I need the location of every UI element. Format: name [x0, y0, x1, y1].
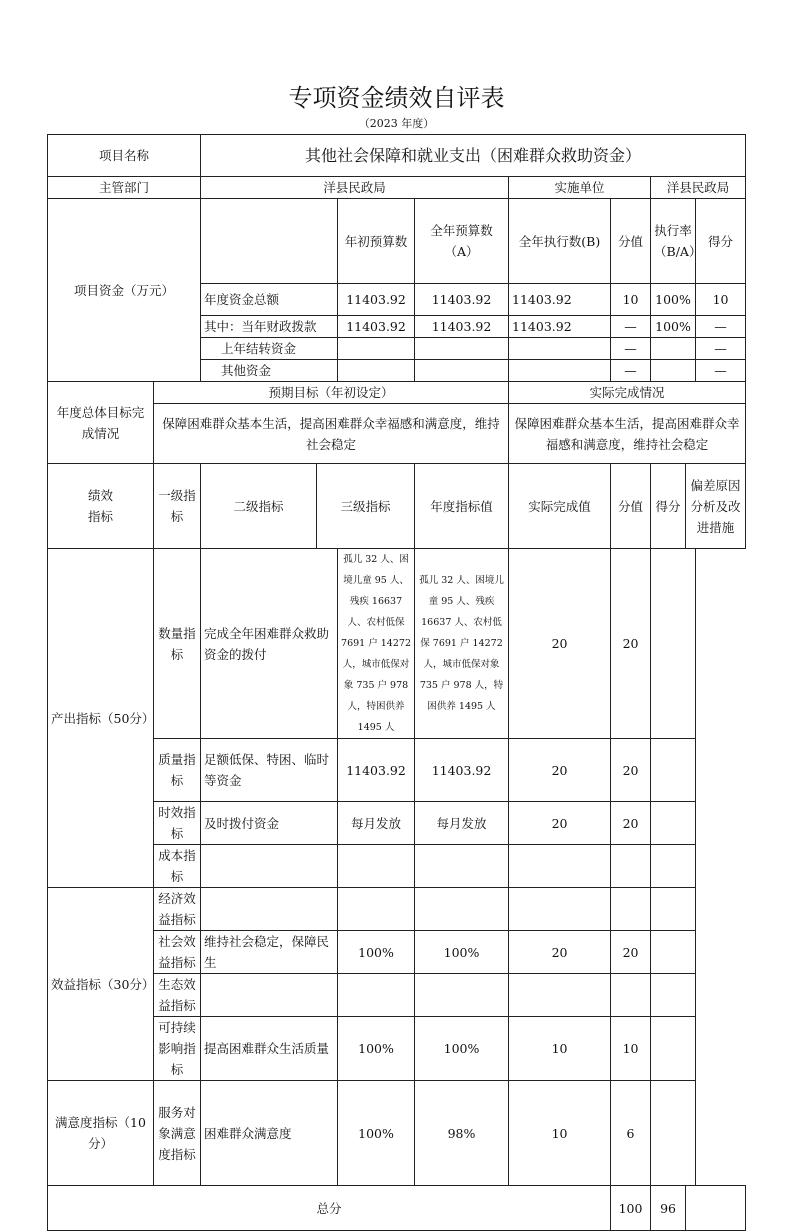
impl-value: 洋县民政局 — [651, 177, 746, 199]
perf-level3 — [201, 845, 338, 888]
funds-weight: 10 — [611, 284, 651, 316]
funds-executed: 11403.92 — [509, 316, 611, 338]
perf-weight: 10 — [509, 1081, 611, 1186]
funds-score: — — [696, 360, 746, 382]
perf-weight: 20 — [509, 739, 611, 802]
perf-level2: 社会效益指标 — [154, 931, 201, 974]
dept-value: 洋县民政局 — [201, 177, 509, 199]
funds-executed: 11403.92 — [509, 284, 611, 316]
perf-header: 偏差原因分析及改进措施 — [686, 464, 746, 549]
perf-actual — [415, 974, 509, 1017]
goals-actual-label: 实际完成情况 — [509, 382, 746, 404]
funds-annual: 11403.92 — [415, 284, 509, 316]
perf-score — [611, 974, 651, 1017]
perf-actual: 100% — [415, 931, 509, 974]
perf-remark — [651, 802, 696, 845]
total-score: 96 — [651, 1186, 686, 1231]
perf-target: 100% — [338, 931, 415, 974]
perf-header: 一级指标 — [154, 464, 201, 549]
perf-weight: 20 — [509, 931, 611, 974]
funds-annual — [415, 360, 509, 382]
dept-label: 主管部门 — [48, 177, 201, 199]
perf-score: 20 — [611, 739, 651, 802]
funds-weight: — — [611, 338, 651, 360]
perf-header: 得分 — [651, 464, 686, 549]
perf-level2: 生态效益指标 — [154, 974, 201, 1017]
funds-header: 分值 — [611, 199, 651, 284]
total-remark — [686, 1186, 746, 1231]
goals-actual: 保障困难群众基本生活，提高困难群众幸福感和满意度，维持社会稳定 — [509, 404, 746, 464]
funds-score: — — [696, 338, 746, 360]
funds-label: 项目资金（万元） — [48, 199, 201, 382]
perf-score: 10 — [611, 1017, 651, 1081]
funds-header: 全年执行数(B) — [509, 199, 611, 284]
perf-weight — [509, 974, 611, 1017]
impl-label: 实施单位 — [509, 177, 651, 199]
perf-weight: 20 — [509, 802, 611, 845]
evaluation-table — [47, 134, 746, 1231]
goals-expected: 保障困难群众基本生活，提高困难群众幸福感和满意度，维持社会稳定 — [154, 404, 509, 464]
funds-rate: 100% — [651, 316, 696, 338]
perf-level3: 提高困难群众生活质量 — [201, 1017, 338, 1081]
perf-remark — [651, 549, 696, 739]
perf-level2: 质量指标 — [154, 739, 201, 802]
perf-level2: 成本指标 — [154, 845, 201, 888]
funds-header-blank — [201, 199, 338, 284]
total-weight: 100 — [611, 1186, 651, 1231]
perf-level2: 时效指标 — [154, 802, 201, 845]
goals-label: 年度总体目标完成情况 — [48, 382, 154, 464]
perf-actual: 98% — [415, 1081, 509, 1186]
perf-level2: 服务对象满意度指标 — [154, 1081, 201, 1186]
project-name-label: 项目名称 — [48, 135, 201, 177]
perf-score: 20 — [611, 931, 651, 974]
perf-target — [338, 974, 415, 1017]
perf-remark — [651, 1081, 696, 1186]
total-label: 总分 — [48, 1186, 611, 1231]
funds-row-label: 上年结转资金 — [201, 338, 338, 360]
perf-weight: 20 — [509, 549, 611, 739]
perf-level2: 可持续影响指标 — [154, 1017, 201, 1081]
perf-remark — [651, 739, 696, 802]
funds-score: 10 — [696, 284, 746, 316]
funds-header: 执行率（B/A） — [651, 199, 696, 284]
perf-actual: 11403.92 — [415, 739, 509, 802]
perf-level3: 困难群众满意度 — [201, 1081, 338, 1186]
funds-header: 全年预算数（A） — [415, 199, 509, 284]
perf-level3: 维持社会稳定，保障民生 — [201, 931, 338, 974]
perf-level1: 产出指标（50分） — [48, 549, 154, 888]
perf-target: 每月发放 — [338, 802, 415, 845]
perf-remark — [651, 974, 696, 1017]
funds-row-label: 其他资金 — [201, 360, 338, 382]
funds-annual: 11403.92 — [415, 316, 509, 338]
perf-remark — [651, 931, 696, 974]
perf-target: 孤儿 32 人、困境儿童 95 人、残疾 16637 人、农村低保 7691 户 14272 人，城市低保对象 735 户 978 人，特困供养 1495 人 — [338, 549, 415, 739]
perf-row — [48, 1081, 746, 1186]
perf-actual — [415, 888, 509, 931]
perf-level2: 数量指标 — [154, 549, 201, 739]
perf-row — [48, 888, 746, 931]
perf-weight — [509, 845, 611, 888]
perf-actual — [415, 845, 509, 888]
page-subtitle: （2023 年度） — [358, 117, 435, 130]
goals-expected-label: 预期目标（年初设定） — [154, 382, 509, 404]
perf-score — [611, 845, 651, 888]
funds-row-label: 其中：当年财政拨款 — [201, 316, 338, 338]
funds-weight: — — [611, 360, 651, 382]
perf-actual: 100% — [415, 1017, 509, 1081]
perf-score: 20 — [611, 802, 651, 845]
funds-header: 得分 — [696, 199, 746, 284]
funds-rate — [651, 338, 696, 360]
perf-header: 实际完成值 — [509, 464, 611, 549]
perf-remark — [651, 1017, 696, 1081]
perf-score: 20 — [611, 549, 651, 739]
page-title: 专项资金绩效自评表 — [288, 84, 505, 112]
funds-row-label: 年度资金总额 — [201, 284, 338, 316]
perf-target — [338, 845, 415, 888]
funds-initial: 11403.92 — [338, 316, 415, 338]
funds-initial: 11403.92 — [338, 284, 415, 316]
perf-level3: 完成全年困难群众救助资金的拨付 — [201, 549, 338, 739]
perf-header: 二级指标 — [201, 464, 317, 549]
perf-level2: 经济效益指标 — [154, 888, 201, 931]
perf-level1: 满意度指标（10分） — [48, 1081, 154, 1186]
perf-target: 11403.92 — [338, 739, 415, 802]
perf-target: 100% — [338, 1081, 415, 1186]
perf-level3 — [201, 888, 338, 931]
funds-header: 年初预算数 — [338, 199, 415, 284]
perf-label: 绩效指标 — [48, 464, 154, 549]
project-name: 其他社会保障和就业支出（困难群众救助资金） — [201, 135, 746, 177]
perf-level3: 足额低保、特困、临时等资金 — [201, 739, 338, 802]
perf-remark — [651, 888, 696, 931]
perf-level1: 效益指标（30分） — [48, 888, 154, 1081]
funds-annual — [415, 338, 509, 360]
perf-weight — [509, 888, 611, 931]
funds-initial — [338, 360, 415, 382]
perf-level3 — [201, 974, 338, 1017]
funds-initial — [338, 338, 415, 360]
perf-actual: 每月发放 — [415, 802, 509, 845]
perf-weight: 10 — [509, 1017, 611, 1081]
perf-target: 100% — [338, 1017, 415, 1081]
funds-executed — [509, 338, 611, 360]
funds-weight: — — [611, 316, 651, 338]
perf-row — [48, 549, 746, 739]
perf-target — [338, 888, 415, 931]
perf-score: 6 — [611, 1081, 651, 1186]
perf-header: 三级指标 — [317, 464, 415, 549]
perf-level3: 及时拨付资金 — [201, 802, 338, 845]
perf-header: 年度指标值 — [415, 464, 509, 549]
perf-remark — [651, 845, 696, 888]
funds-rate: 100% — [651, 284, 696, 316]
perf-actual: 孤儿 32 人、困境儿童 95 人、残疾 16637 人、农村低保 7691 户 14272 人，城市低保对象 735 户 978 人，特困供养 1495 人 — [415, 549, 509, 739]
funds-score: — — [696, 316, 746, 338]
perf-header: 分值 — [611, 464, 651, 549]
funds-rate — [651, 360, 696, 382]
perf-score — [611, 888, 651, 931]
funds-executed — [509, 360, 611, 382]
